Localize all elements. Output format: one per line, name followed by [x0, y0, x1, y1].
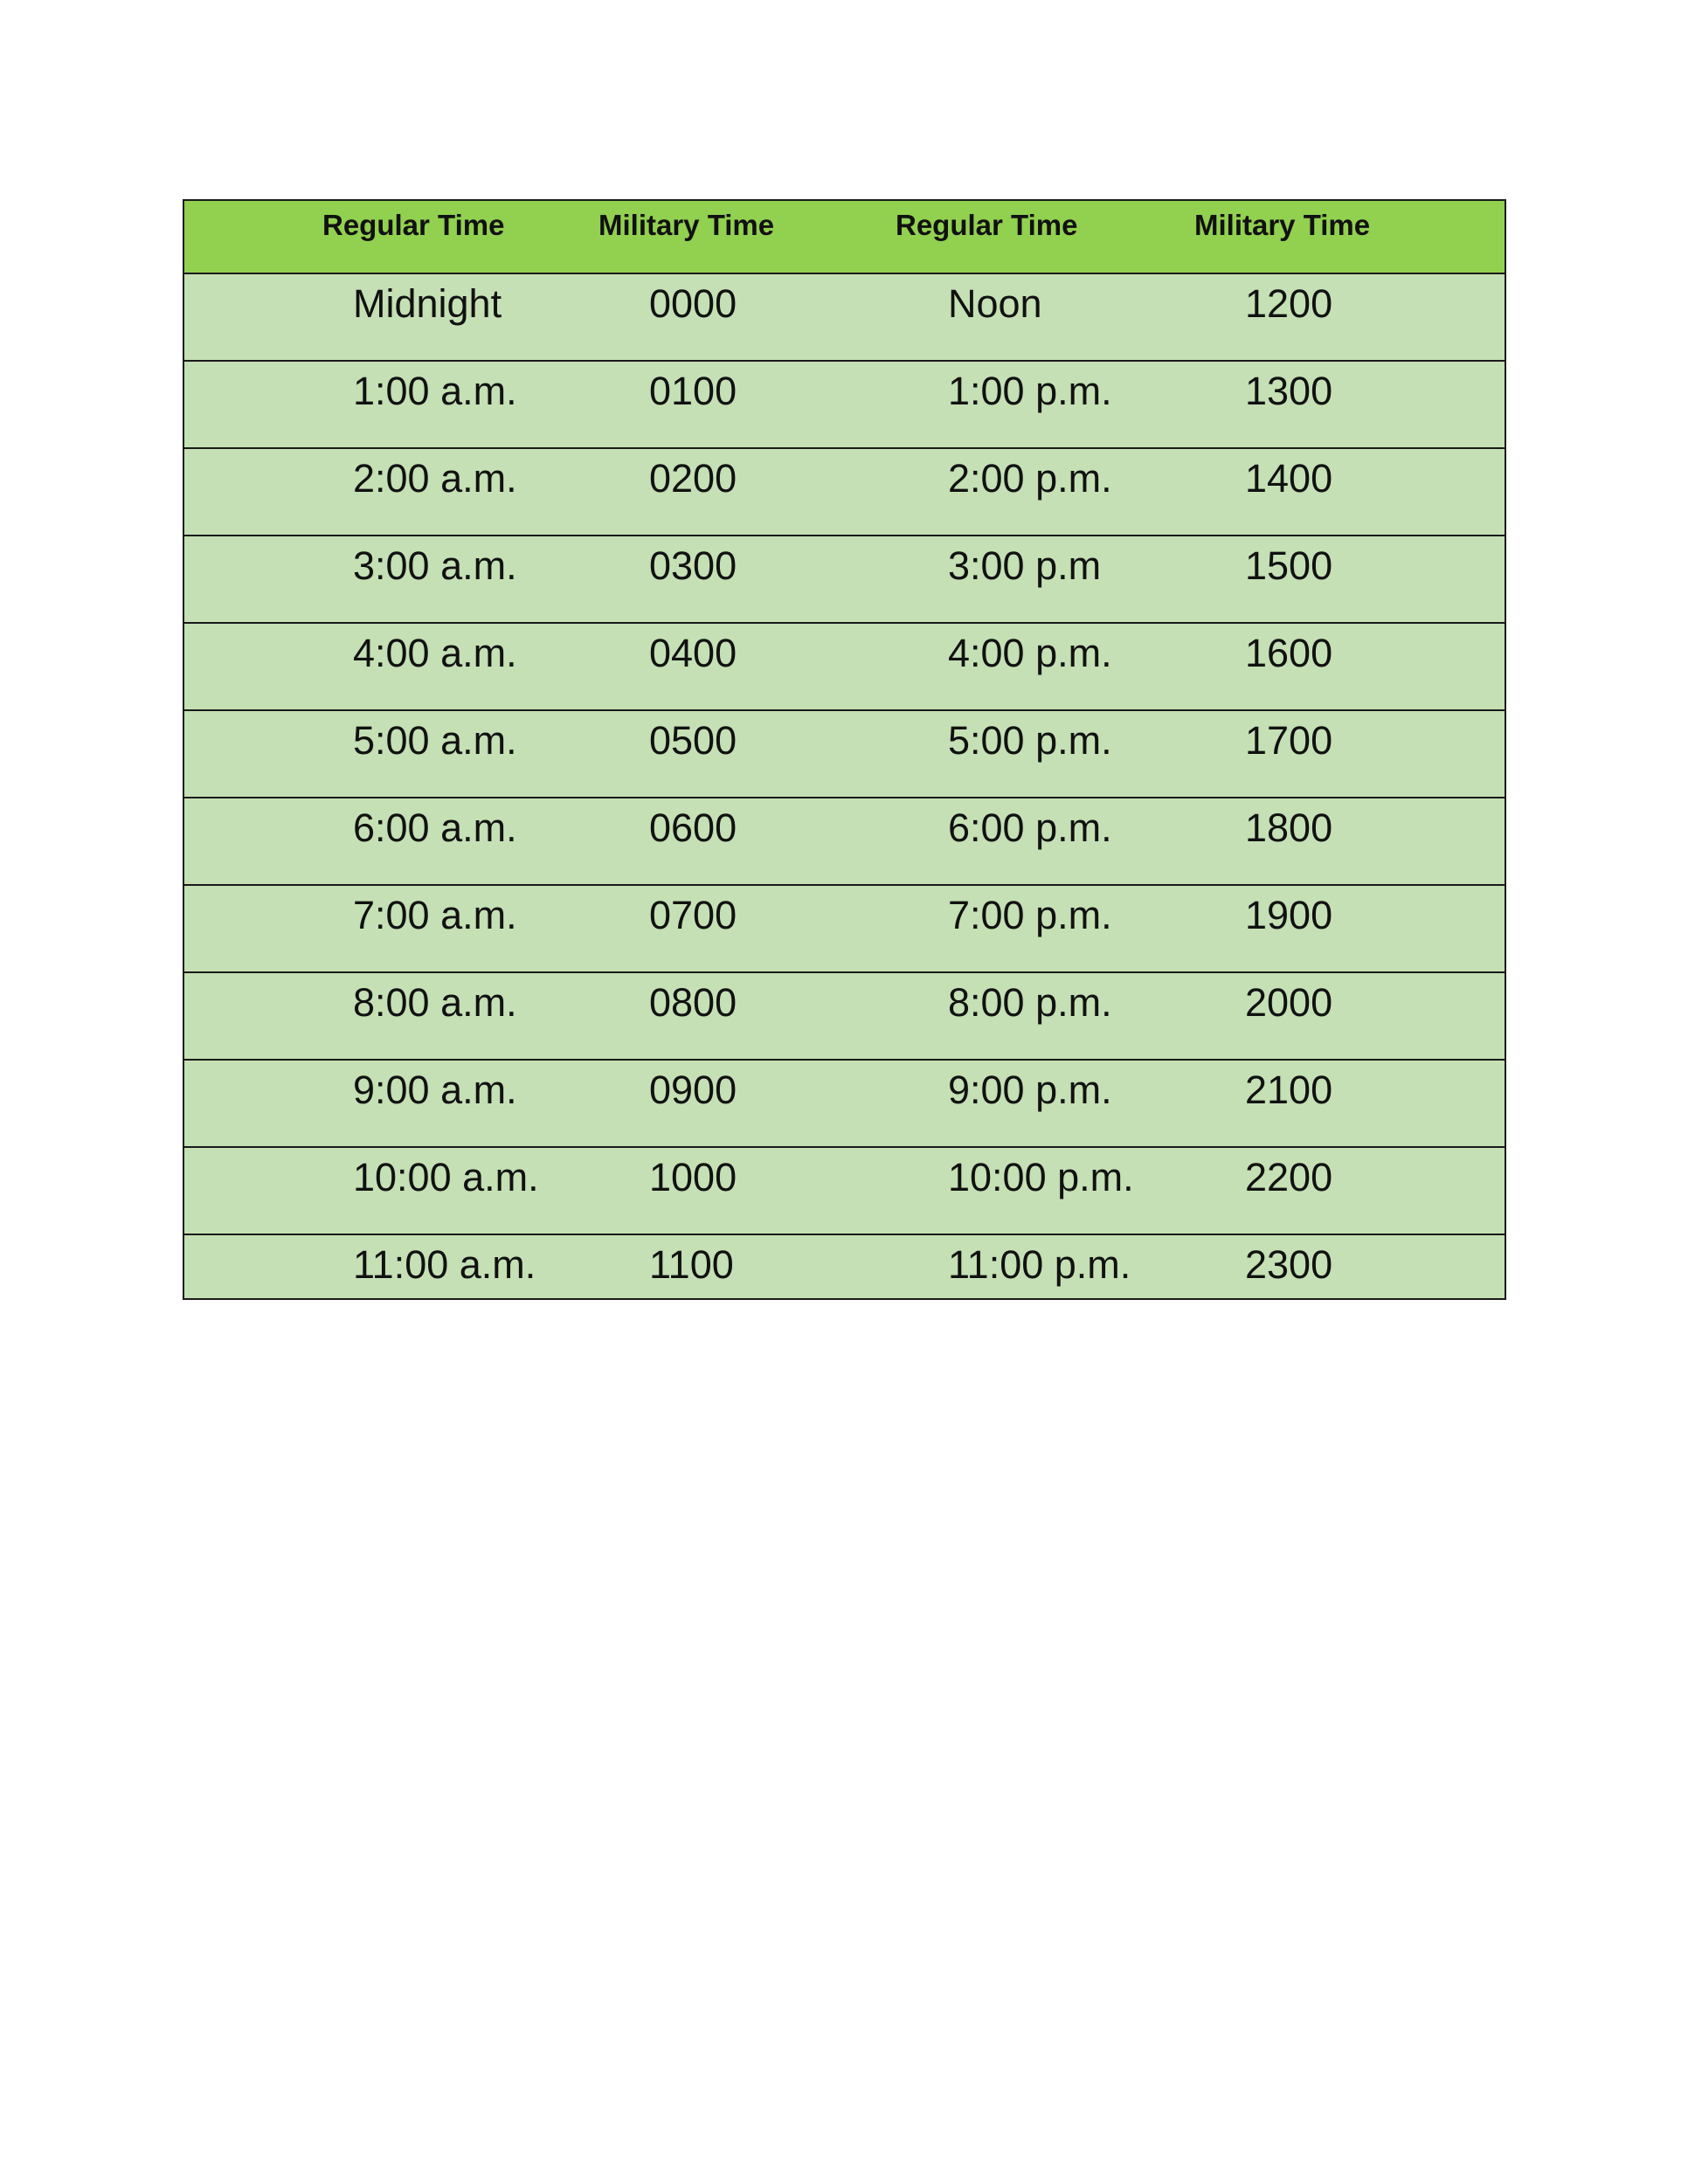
military-time-cell: 2100	[1245, 1068, 1333, 1112]
table-row	[184, 797, 1505, 884]
military-time-cell: 0400	[649, 631, 737, 675]
table-row	[184, 884, 1505, 971]
military-time-cell: 1100	[649, 1242, 734, 1287]
military-time-cell: 0800	[649, 980, 737, 1025]
regular-time-cell: Midnight	[353, 281, 502, 326]
regular-time-cell: 8:00 p.m.	[948, 980, 1112, 1025]
header-military-time: Military Time	[598, 209, 775, 241]
table-row	[184, 622, 1505, 709]
regular-time-cell: 4:00 a.m.	[353, 631, 517, 675]
military-time-cell: 1800	[1245, 805, 1333, 850]
table-row	[184, 447, 1505, 535]
regular-time-cell: 10:00 p.m.	[948, 1155, 1134, 1199]
regular-time-cell: 9:00 p.m.	[948, 1068, 1112, 1112]
header-regular-time: Regular Time	[896, 209, 1078, 241]
military-time-cell: 0500	[649, 718, 737, 763]
regular-time-cell: 10:00 a.m.	[353, 1155, 539, 1199]
military-time-cell: 0000	[649, 281, 737, 326]
military-time-cell: 1000	[649, 1155, 737, 1199]
military-time-cell: 2300	[1245, 1242, 1333, 1287]
table-row	[184, 1059, 1505, 1146]
regular-time-cell: 1:00 p.m.	[948, 369, 1112, 413]
military-time-cell: 2200	[1245, 1155, 1333, 1199]
military-time-cell: 0700	[649, 893, 737, 937]
military-time-cell: 2000	[1245, 980, 1333, 1025]
table-row	[184, 360, 1505, 447]
military-time-cell: 1600	[1245, 631, 1333, 675]
regular-time-cell: 4:00 p.m.	[948, 631, 1112, 675]
regular-time-cell: 7:00 a.m.	[353, 893, 517, 937]
military-time-cell: 1900	[1245, 893, 1333, 937]
military-time-cell: 1500	[1245, 543, 1333, 588]
regular-time-cell: 1:00 a.m.	[353, 369, 517, 413]
regular-time-cell: 2:00 p.m.	[948, 456, 1112, 501]
regular-time-cell: 2:00 a.m.	[353, 456, 517, 501]
military-time-cell: 1200	[1245, 281, 1333, 326]
table-row	[184, 273, 1505, 360]
regular-time-cell: 11:00 a.m.	[353, 1242, 536, 1287]
military-time-cell: 0600	[649, 805, 737, 850]
military-time-cell: 1700	[1245, 718, 1333, 763]
regular-time-cell: 3:00 a.m.	[353, 543, 517, 588]
regular-time-cell: 5:00 a.m.	[353, 718, 517, 763]
military-time-cell: 0900	[649, 1068, 737, 1112]
military-time-cell: 1400	[1245, 456, 1333, 501]
header-military-time: Military Time	[1194, 209, 1371, 241]
table-row	[184, 535, 1505, 622]
table-header-row	[184, 201, 1505, 273]
regular-time-cell: 9:00 a.m.	[353, 1068, 517, 1112]
table-row	[184, 1234, 1505, 1298]
military-time-cell: 0300	[649, 543, 737, 588]
military-time-table	[183, 199, 1506, 1300]
military-time-cell: 1300	[1245, 369, 1333, 413]
military-time-cell: 0100	[649, 369, 737, 413]
table-row	[184, 1146, 1505, 1234]
table-row	[184, 971, 1505, 1059]
header-regular-time: Regular Time	[322, 209, 505, 241]
regular-time-cell: 7:00 p.m.	[948, 893, 1112, 937]
regular-time-cell: 6:00 a.m.	[353, 805, 517, 850]
regular-time-cell: Noon	[948, 281, 1042, 326]
regular-time-cell: 5:00 p.m.	[948, 718, 1112, 763]
regular-time-cell: 3:00 p.m	[948, 543, 1102, 588]
regular-time-cell: 6:00 p.m.	[948, 805, 1112, 850]
regular-time-cell: 11:00 p.m.	[948, 1242, 1131, 1287]
table-row	[184, 709, 1505, 797]
regular-time-cell: 8:00 a.m.	[353, 980, 517, 1025]
military-time-cell: 0200	[649, 456, 737, 501]
